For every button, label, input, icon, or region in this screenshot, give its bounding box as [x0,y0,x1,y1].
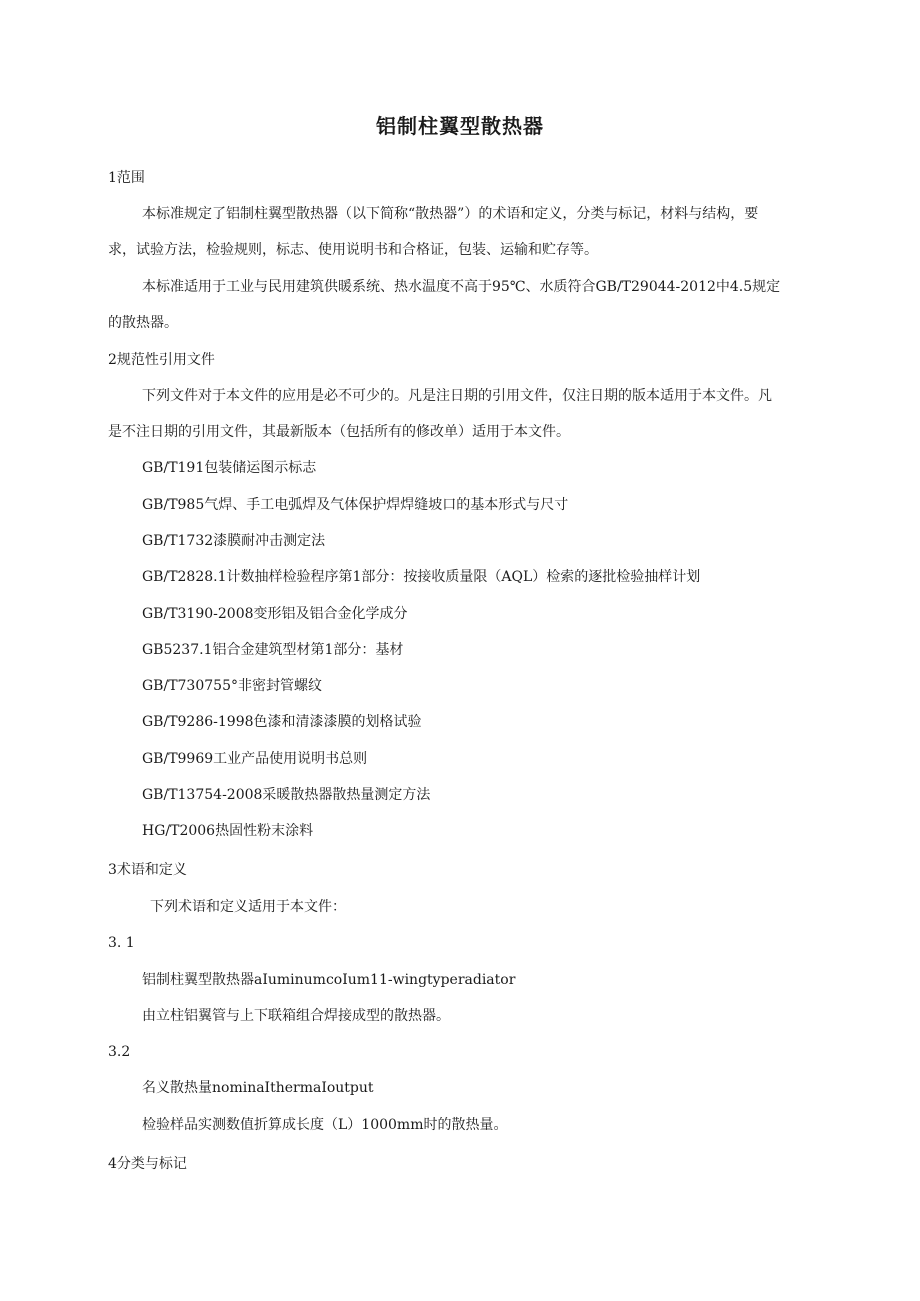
reference-item: GB/T3190-2008变形铝及铝合金化学成分 [142,606,408,622]
section-3-heading: 3术语和定义 [108,862,187,878]
reference-item: GB/T2828.1计数抽样检验程序第1部分：按接收质量限（AQL）检索的逐批检验抽样计划 [142,569,701,585]
reference-item: GB/T9969工业产品使用说明书总则 [142,751,368,767]
term-3-1-name: 铝制柱翼型散热器aIuminumcoIum11-wingtyperadiator [142,972,516,988]
section-2-para-1-line-2: 是不注日期的引用文件，其最新版本（包括所有的修改单）适用于本文件。 [108,424,570,440]
term-3-1-number: 3. 1 [108,935,135,951]
term-3-1-definition: 由立柱铝翼管与上下联箱组合焊接成型的散热器。 [142,1008,450,1024]
section-2-heading: 2规范性引用文件 [108,352,215,368]
term-3-2-number: 3.2 [108,1044,131,1060]
reference-item: GB/T985气焊、手工电弧焊及气体保护焊焊缝坡口的基本形式与尺寸 [142,497,569,513]
section-1-para-2-line-2: 的散热器。 [108,315,178,331]
term-3-2-definition: 检验样品实测数值折算成长度（L）1000mm时的散热量。 [142,1117,508,1133]
reference-item: GB/T1732漆膜耐冲击测定法 [142,533,326,549]
reference-item: GB/T191包装储运图示标志 [142,460,317,476]
section-1-heading: 1范围 [108,170,145,186]
section-2-para-1-line-1: 下列文件对于本文件的应用是必不可少的。凡是注日期的引用文件，仅注日期的版本适用于本文件。凡 [142,388,772,404]
reference-item: GB5237.1铝合金建筑型材第1部分：基材 [142,642,404,658]
section-1-para-2-line-1: 本标准适用于工业与民用建筑供暖系统、热水温度不高于95℃、水质符合GB/T29044-2012中4.5规定 [142,279,781,295]
section-4-heading: 4分类与标记 [108,1156,187,1172]
reference-item: GB/T730755°非密封管螺纹 [142,678,322,694]
reference-item: GB/T9286-1998色漆和清漆漆膜的划格试验 [142,714,422,730]
reference-item: HG/T2006热固性粉末涂料 [142,823,314,839]
section-1-para-1-line-2: 求，试验方法，检验规则，标志、使用说明书和合格证，包装、运输和贮存等。 [108,242,598,258]
term-3-2-name: 名义散热量nominaIthermaIoutput [142,1080,374,1096]
document-title: 铝制柱翼型散热器 [376,114,544,138]
reference-item: GB/T13754-2008采暖散热器散热量测定方法 [142,787,431,803]
section-3-intro: 下列术语和定义适用于本文件： [150,899,346,915]
section-1-para-1-line-1: 本标准规定了铝制柱翼型散热器（以下简称“散热器”）的术语和定义，分类与标记，材料与结构，要 [142,206,759,222]
